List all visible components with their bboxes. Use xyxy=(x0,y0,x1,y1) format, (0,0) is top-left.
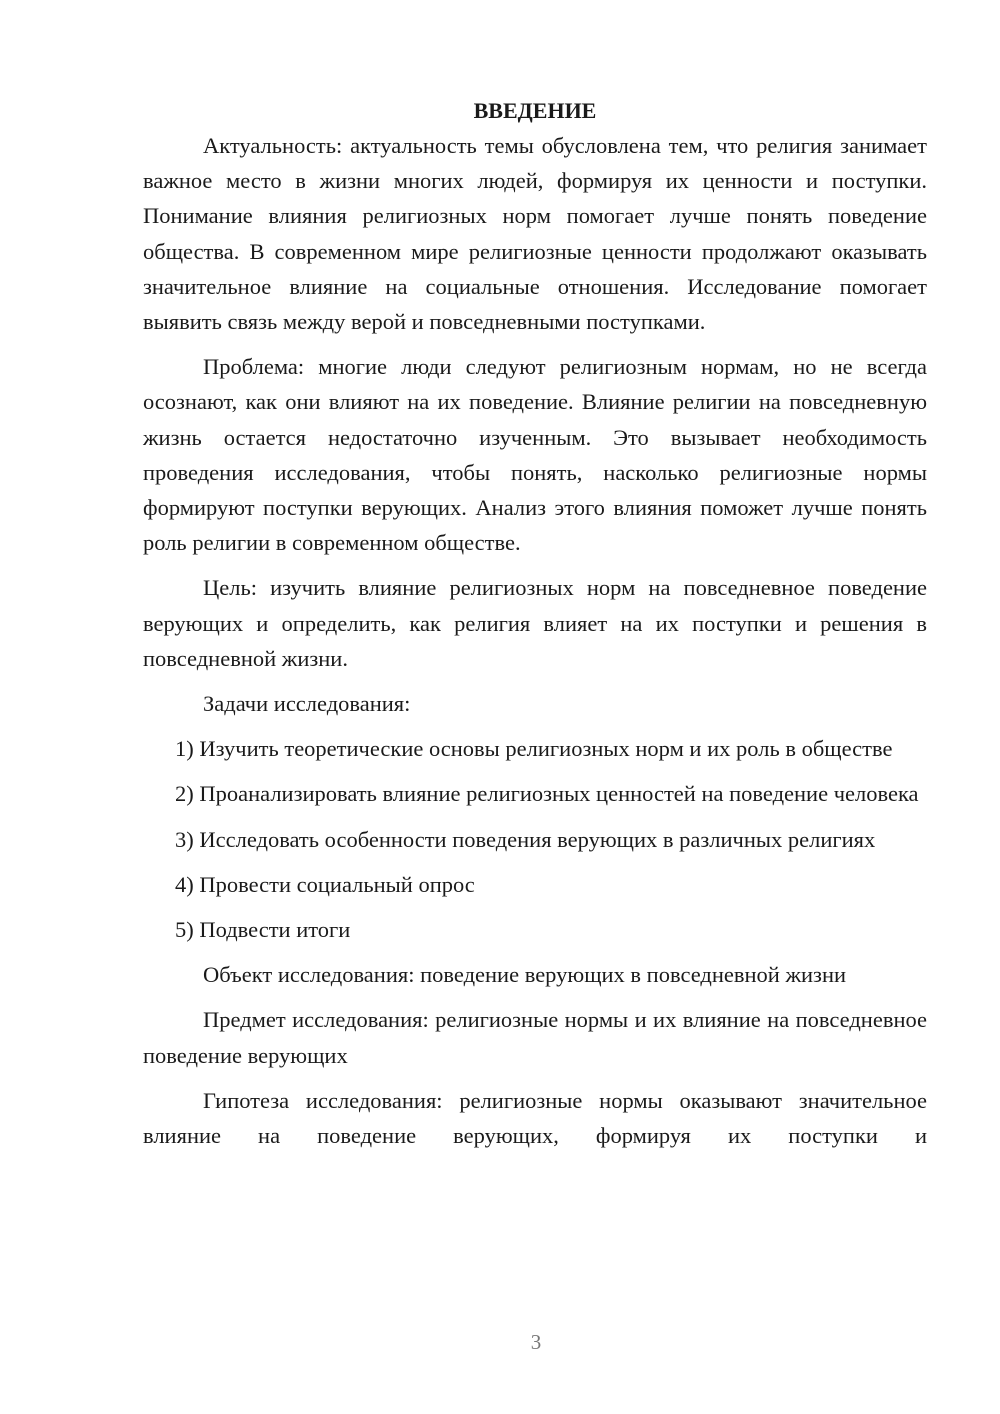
paragraph-object: Объект исследования: поведение верующих в повседневной жизни xyxy=(203,962,847,988)
paragraph-goal: Цель: изучить влияние религиозных норм на повседневное поведение верующих и определить, как религия влияет на их поступки и решения в повседневной жизни. xyxy=(143,575,927,671)
paragraph-hypothesis: Гипотеза исследования: религиозные нормы оказывают значительное влияние на поведение верующих, формируя их поступки и xyxy=(143,1087,927,1149)
paragraph-relevance: Актуальность: актуальность темы обусловлена тем, что религия занимает важное место в жизни многих людей, формируя их ценности и поступки. Понимание влияния религиозных норм помогает лучше понять поведение общества. В современном мире религиозные ценности продолжают оказывать значительное влияние на социальные отношения. Исследование помогает выявить связь между верой и повседневными поступками. xyxy=(143,133,927,335)
tasks-title: Задачи исследования: xyxy=(203,691,411,717)
task-item-1: 1) Изучить теоретические основы религиозных норм и их роль в обществе xyxy=(175,736,893,762)
section-heading: ВВЕДЕНИЕ xyxy=(473,98,597,123)
task-item-5: 5) Подвести итоги xyxy=(175,917,351,943)
page-number: 3 xyxy=(530,1330,542,1354)
page-content xyxy=(143,93,927,1153)
paragraph-subject: Предмет исследования: религиозные нормы и их влияние на повседневное поведение верующих xyxy=(143,1007,927,1068)
task-item-4: 4) Провести социальный опрос xyxy=(175,871,475,897)
task-item-3: 3) Исследовать особенности поведения верующих в различных религиях xyxy=(175,826,876,852)
task-item-2: 2) Проанализировать влияние религиозных ценностей на поведение человека xyxy=(175,781,919,807)
paragraph-problem: Проблема: многие люди следуют религиозным нормам, но не всегда осознают, как они влияют на их поведение. Влияние религии на повседневную жизнь остается недостаточно изученным. Это вызывает необходимость проведения исследования, чтобы понять, насколько религиозные нормы формируют поступки верующих. Анализ этого влияния поможет лучше понять роль религии в современном обществе. xyxy=(143,354,927,556)
